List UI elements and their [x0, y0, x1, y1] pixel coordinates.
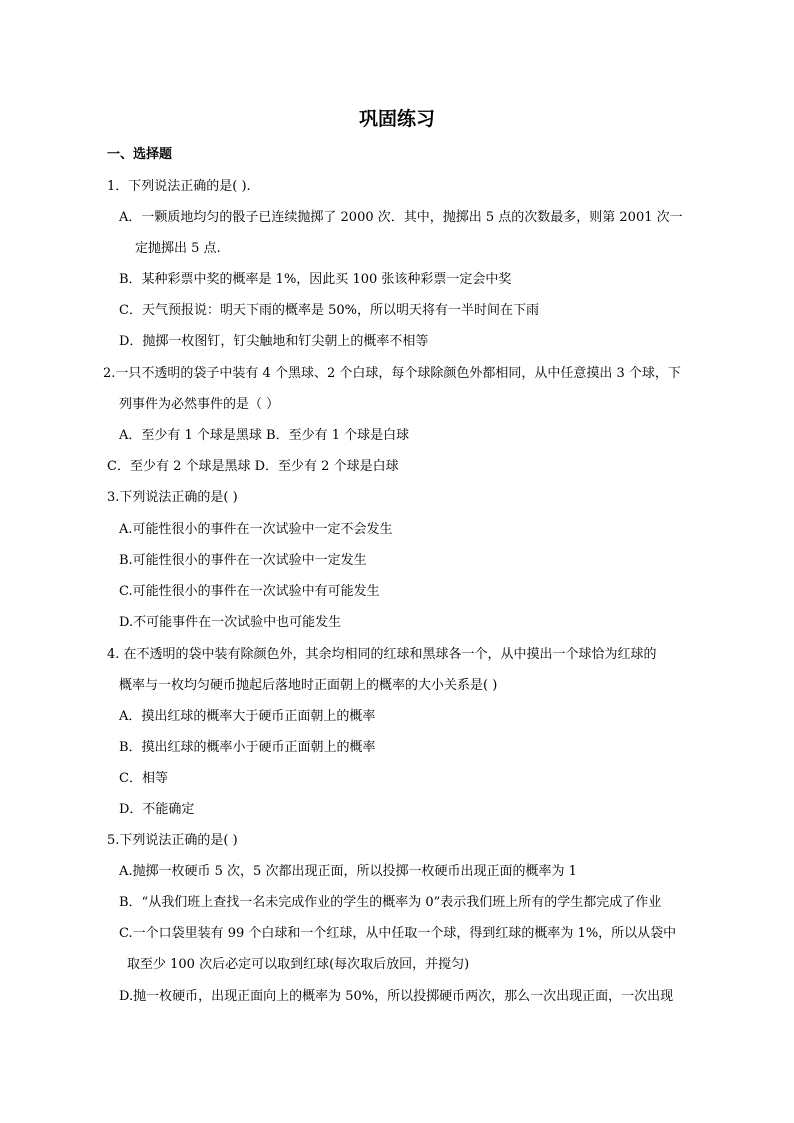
question-5-option-c-cont: 取至少 100 次后必定可以取到红球(每次取后放回，并搅匀): [127, 957, 470, 972]
question-4-stem: 4. 在不透明的袋中装有除颜色外，其余均相同的红球和黑球各一个，从中摸出一个球恰为红球的: [107, 647, 657, 662]
question-2-stem-cont: 列事件为必然事件的是（ ）: [119, 397, 280, 412]
question-2-stem: 2.一只不透明的袋子中装有 4 个黑球、2 个白球，每个球除颜色外都相同，从中任意摸出 3 个球，下: [103, 366, 681, 381]
question-2-options-cd: C．至少有 2 个球是黑球 D．至少有 2 个球是白球: [107, 459, 399, 474]
question-3-option-c: C.可能性很小的事件在一次试验中有可能发生: [119, 584, 380, 599]
question-3-stem: 3.下列说法正确的是( ): [107, 490, 238, 505]
question-4-stem-cont: 概率与一枚均匀硬币抛起后落地时正面朝上的概率的大小关系是( ): [119, 678, 498, 693]
section-heading: 一、选择题: [107, 147, 173, 162]
question-5-option-c: C.一个口袋里装有 99 个白球和一个红球，从中任取一个球，得到红球的概率为 1%，所以从袋中: [119, 926, 677, 941]
question-5-option-a: A.抛掷一枚硬币 5 次，5 次都出现正面，所以投掷一枚硬币出现正面的概率为 1: [119, 864, 577, 879]
question-2-options-ab: A．至少有 1 个球是黑球 B．至少有 1 个球是白球: [119, 428, 410, 443]
question-1-option-a: A．一颗质地均匀的骰子已连续抛掷了 2000 次．其中，抛掷出 5 点的次数最多，则第 2001 次一: [119, 210, 683, 225]
question-1-stem: 1．下列说法正确的是( ).: [107, 179, 251, 194]
question-1-option-d: D．抛掷一枚图钉，钉尖触地和钉尖朝上的概率不相等: [119, 334, 429, 349]
question-1-option-a-cont: 定抛掷出 5 点.: [135, 241, 221, 256]
question-3-option-b: B.可能性很小的事件在一次试验中一定发生: [119, 553, 367, 568]
question-4-option-d: D．不能确定: [119, 802, 195, 817]
question-5-option-d: D.抛一枚硬币，出现正面向上的概率为 50%，所以投掷硬币两次，那么一次出现正面，一次出现: [119, 989, 674, 1004]
question-3-option-a: A.可能性很小的事件在一次试验中一定不会发生: [119, 522, 393, 537]
page-title: 巩固练习: [358, 108, 435, 130]
question-4-option-a: A．摸出红球的概率大于硬币正面朝上的概率: [119, 709, 376, 724]
question-3-option-d: D.不可能事件在一次试验中也可能发生: [119, 615, 342, 630]
question-4-option-c: C．相等: [119, 771, 168, 786]
question-5-option-b: B．“从我们班上查找一名未完成作业的学生的概率为 0”表示我们班上所有的学生都完成了作业: [119, 895, 662, 910]
question-4-option-b: B．摸出红球的概率小于硬币正面朝上的概率: [119, 740, 376, 755]
question-5-stem: 5.下列说法正确的是( ): [107, 833, 238, 848]
question-1-option-c: C．天气预报说：明天下雨的概率是 50%，所以明天将有一半时间在下雨: [119, 303, 539, 318]
question-1-option-b: B．某种彩票中奖的概率是 1%，因此买 100 张该种彩票一定会中奖: [119, 272, 512, 287]
